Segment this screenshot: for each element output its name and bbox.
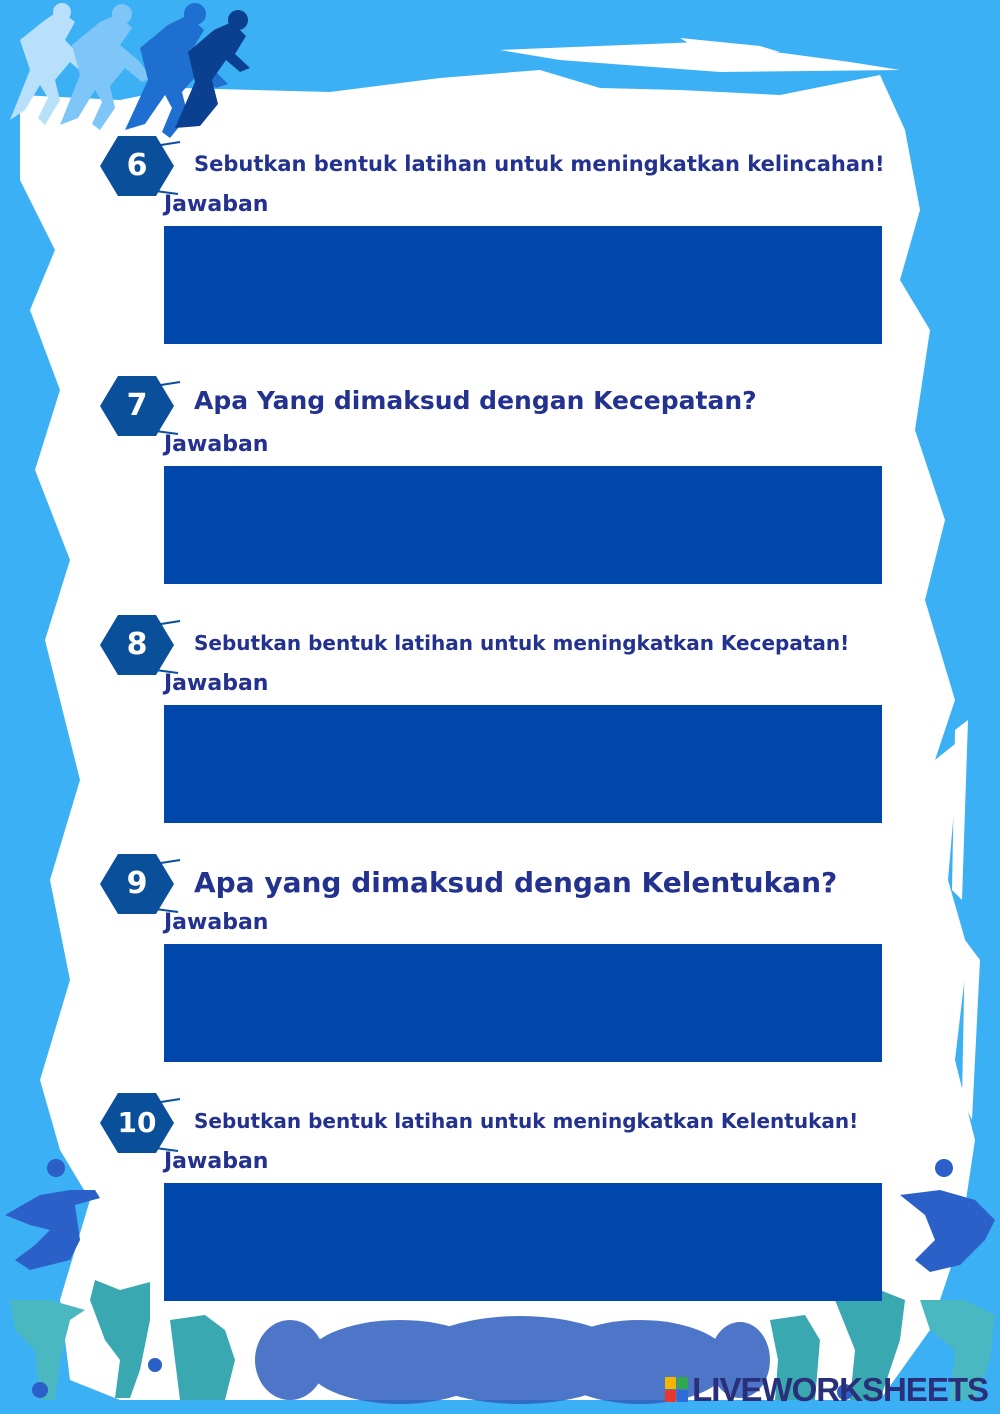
question-number-badge bbox=[98, 613, 182, 677]
question-number-badge bbox=[98, 852, 182, 916]
question-block bbox=[0, 374, 1000, 574]
question-block bbox=[0, 613, 1000, 813]
answer-input[interactable] bbox=[164, 226, 882, 344]
answer-label: Jawaban bbox=[164, 671, 269, 696]
answer-label: Jawaban bbox=[164, 1149, 269, 1174]
question-text: Sebutkan bentuk latihan untuk meningkatkan kelincahan! bbox=[194, 152, 885, 176]
answer-label: Jawaban bbox=[164, 910, 269, 935]
question-number: 9 bbox=[126, 866, 148, 901]
answer-input[interactable] bbox=[164, 705, 882, 823]
question-number: 10 bbox=[117, 1106, 157, 1139]
question-block bbox=[0, 852, 1000, 1052]
question-text: Sebutkan bentuk latihan untuk meningkatkan Kecepatan! bbox=[194, 631, 850, 655]
answer-input[interactable] bbox=[164, 1183, 882, 1301]
brand-name: LIVEWORKSHEETS bbox=[692, 1371, 988, 1408]
question-text: Apa yang dimaksud dengan Kelentukan? bbox=[194, 866, 838, 899]
question-number: 6 bbox=[126, 148, 148, 183]
answer-label: Jawaban bbox=[164, 192, 269, 217]
question-number-badge bbox=[98, 134, 182, 198]
liveworksheets-logo-icon bbox=[664, 1376, 690, 1404]
question-block bbox=[0, 1091, 1000, 1291]
question-text: Sebutkan bentuk latihan untuk meningkatkan Kelentukan! bbox=[194, 1109, 859, 1133]
answer-label: Jawaban bbox=[164, 432, 269, 457]
question-number-badge bbox=[98, 374, 182, 438]
liveworksheets-logo bbox=[664, 1370, 988, 1410]
question-block bbox=[0, 134, 1000, 334]
answer-input[interactable] bbox=[164, 466, 882, 584]
question-number: 7 bbox=[126, 388, 148, 423]
question-number-badge bbox=[98, 1091, 182, 1155]
answer-input[interactable] bbox=[164, 944, 882, 1062]
question-text: Apa Yang dimaksud dengan Kecepatan? bbox=[194, 386, 757, 415]
question-number: 8 bbox=[126, 627, 148, 662]
